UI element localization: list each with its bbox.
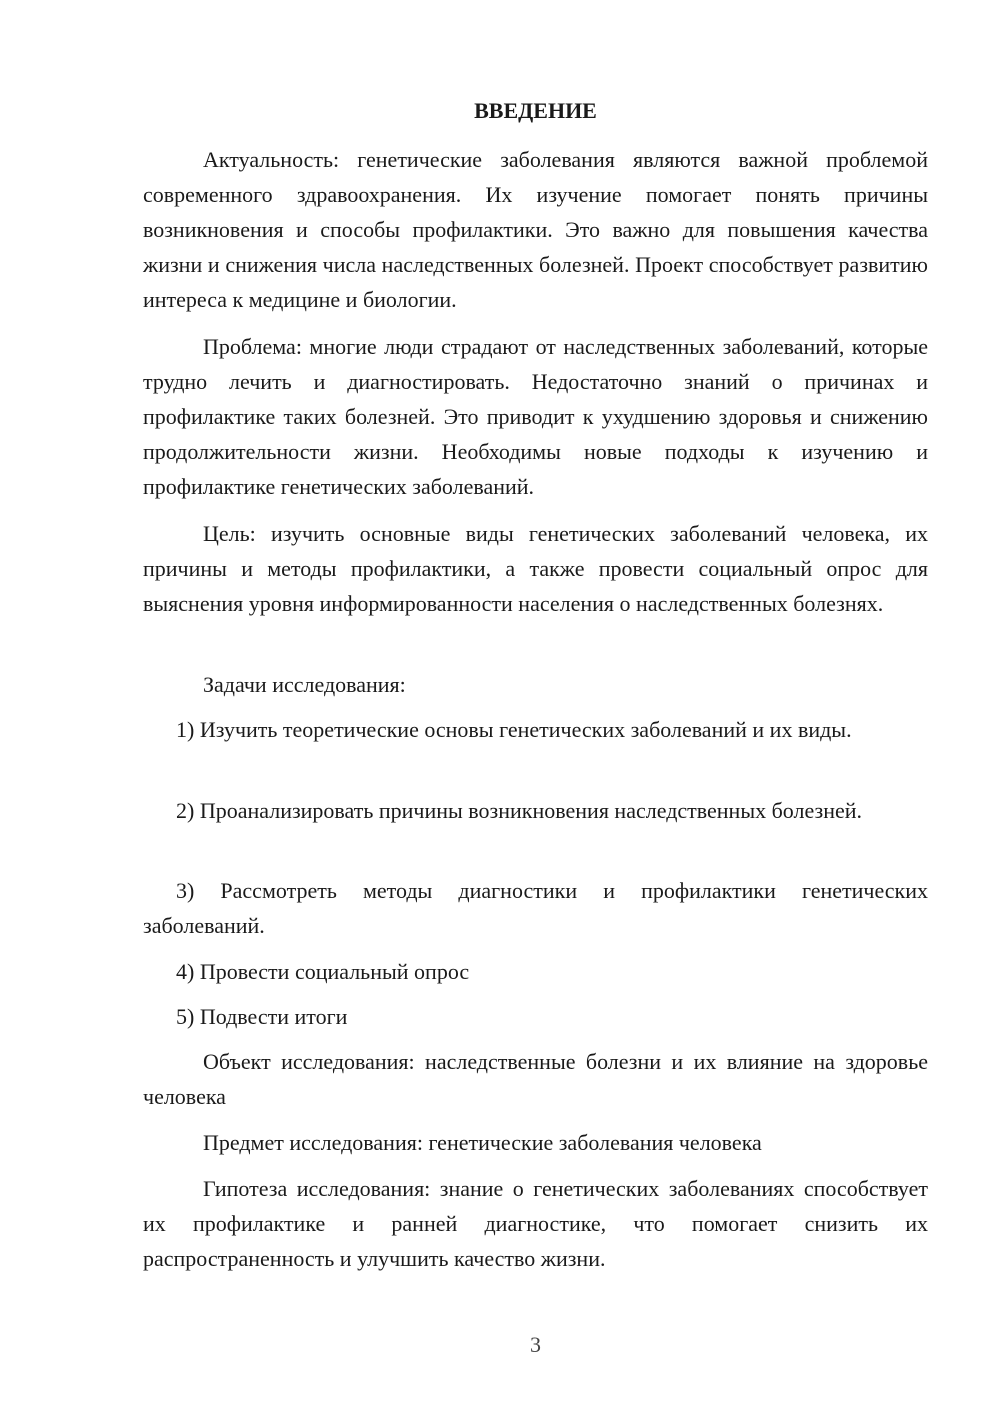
- object-paragraph: Объект исследования: наследственные болезни и их влияние на здоровье человека: [143, 1049, 928, 1109]
- list-item: 3) Рассмотреть методы диагностики и профилактики генетических заболеваний.: [143, 878, 928, 938]
- list-item: 5) Подвести итоги: [176, 1004, 348, 1029]
- subject-paragraph: Предмет исследования: генетические заболевания человека: [203, 1130, 762, 1155]
- relevance-paragraph: Актуальность: генетические заболевания являются важной проблемой современного здравоохранения. Их изучение помогает понять причины возникновения и способы профилактики. Это важно для повышения качества жизни и снижения числа наследственных болезней. Проект способствует развитию интереса к медицине и биологии.: [143, 147, 928, 312]
- problem-paragraph: Проблема: многие люди страдают от наследственных заболеваний, которые трудно лечить и диагностировать. Недостаточно знаний о причинах и профилактике таких болезней. Это приводит к ухудшению здоровья и снижению продолжительности жизни. Необходимы новые подходы к изучению и профилактике генетических заболеваний.: [143, 334, 928, 499]
- hypothesis-paragraph: Гипотеза исследования: знание о генетических заболеваниях способствует их профилактике и ранней диагностике, что помогает снизить их распространенность и улучшить качество жизни.: [143, 1176, 928, 1271]
- list-item: 2) Проанализировать причины возникновения наследственных болезней.: [176, 798, 863, 823]
- page-number: 3: [530, 1332, 541, 1357]
- list-item: 4) Провести социальный опрос: [176, 959, 470, 984]
- tasks-heading: Задачи исследования:: [203, 672, 406, 697]
- list-item: 1) Изучить теоретические основы генетических заболеваний и их виды.: [176, 717, 852, 742]
- goal-paragraph: Цель: изучить основные виды генетических заболеваний человека, их причины и методы профилактики, а также провести социальный опрос для выяснения уровня информированности населения о наследственных болезнях.: [143, 521, 928, 616]
- page-title: ВВЕДЕНИЕ: [474, 98, 597, 123]
- document-page: [143, 0, 928, 1414]
